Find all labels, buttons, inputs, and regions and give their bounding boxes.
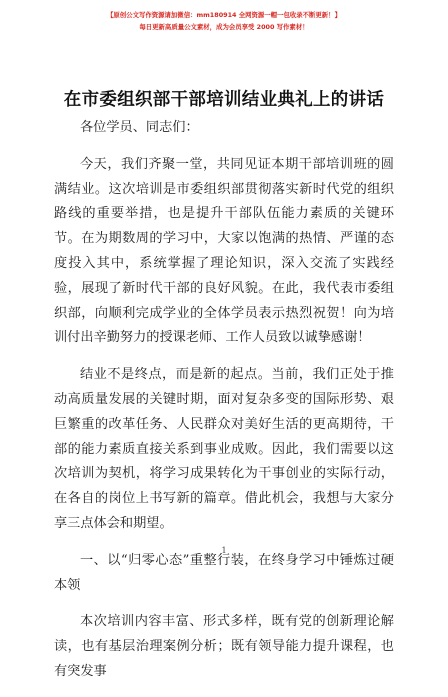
paragraph-3: 本次培训内容丰富、形式多样，既有党的创新理论解读，也有基层治理案例分析；既有领导能力提升课程，也有突发事 [54, 614, 394, 679]
paragraph-1: 今天，我们齐聚一堂，共同见证本期干部培训班的圆满结业。这次培训是市委组织部贯彻落实新时代党的组织路线的重要举措，也是提升干部队伍能力素质的关键环节。在为期数周的学习中，大家以饱满的热情、严谨的态度投入其中，系统掌握了理论知识，深入交流了实践经验，展现了新时代干部的良好风貌。在此，我代表市委组织部，向顺利完成学业的全体学员表示热烈祝贺！向为培训付出辛勤努力的授课老师、工作人员致以诚挚感谢！ [54, 156, 394, 346]
document-body [54, 116, 394, 697]
paragraph-2: 结业不是终点，而是新的起点。当前，我们正处于推动高质量发展的关键时期，面对复杂多变的国际形势、艰巨繁重的改革任务、人民群众对美好生活的更高期待，干部的能力素质直接关系到事业成败。因此，我们需要以这次培训为契机，将学习成果转化为干事创业的实际行动，在各自的岗位上书写新的篇章。借此机会，我想与大家分享三点体会和期望。 [54, 367, 394, 531]
section-heading: 一、以“归零心态”重整行装，在终身学习中锤炼过硬本领 [54, 552, 394, 593]
document-title: 在市委组织部干部培训结业典礼上的讲话 [63, 90, 385, 110]
promo-banner-line-1: 【原创公文写作资源请加微信：mm180914 全网资源一帽一包收录不断更新！】 [107, 11, 341, 19]
promo-banner-line-2: 每日更新高质量公文素材，成为会员享受 2000 写作素材！ [139, 23, 309, 31]
salutation: 各位学员、同志们： [80, 120, 199, 135]
page-number: 1 [221, 546, 227, 555]
